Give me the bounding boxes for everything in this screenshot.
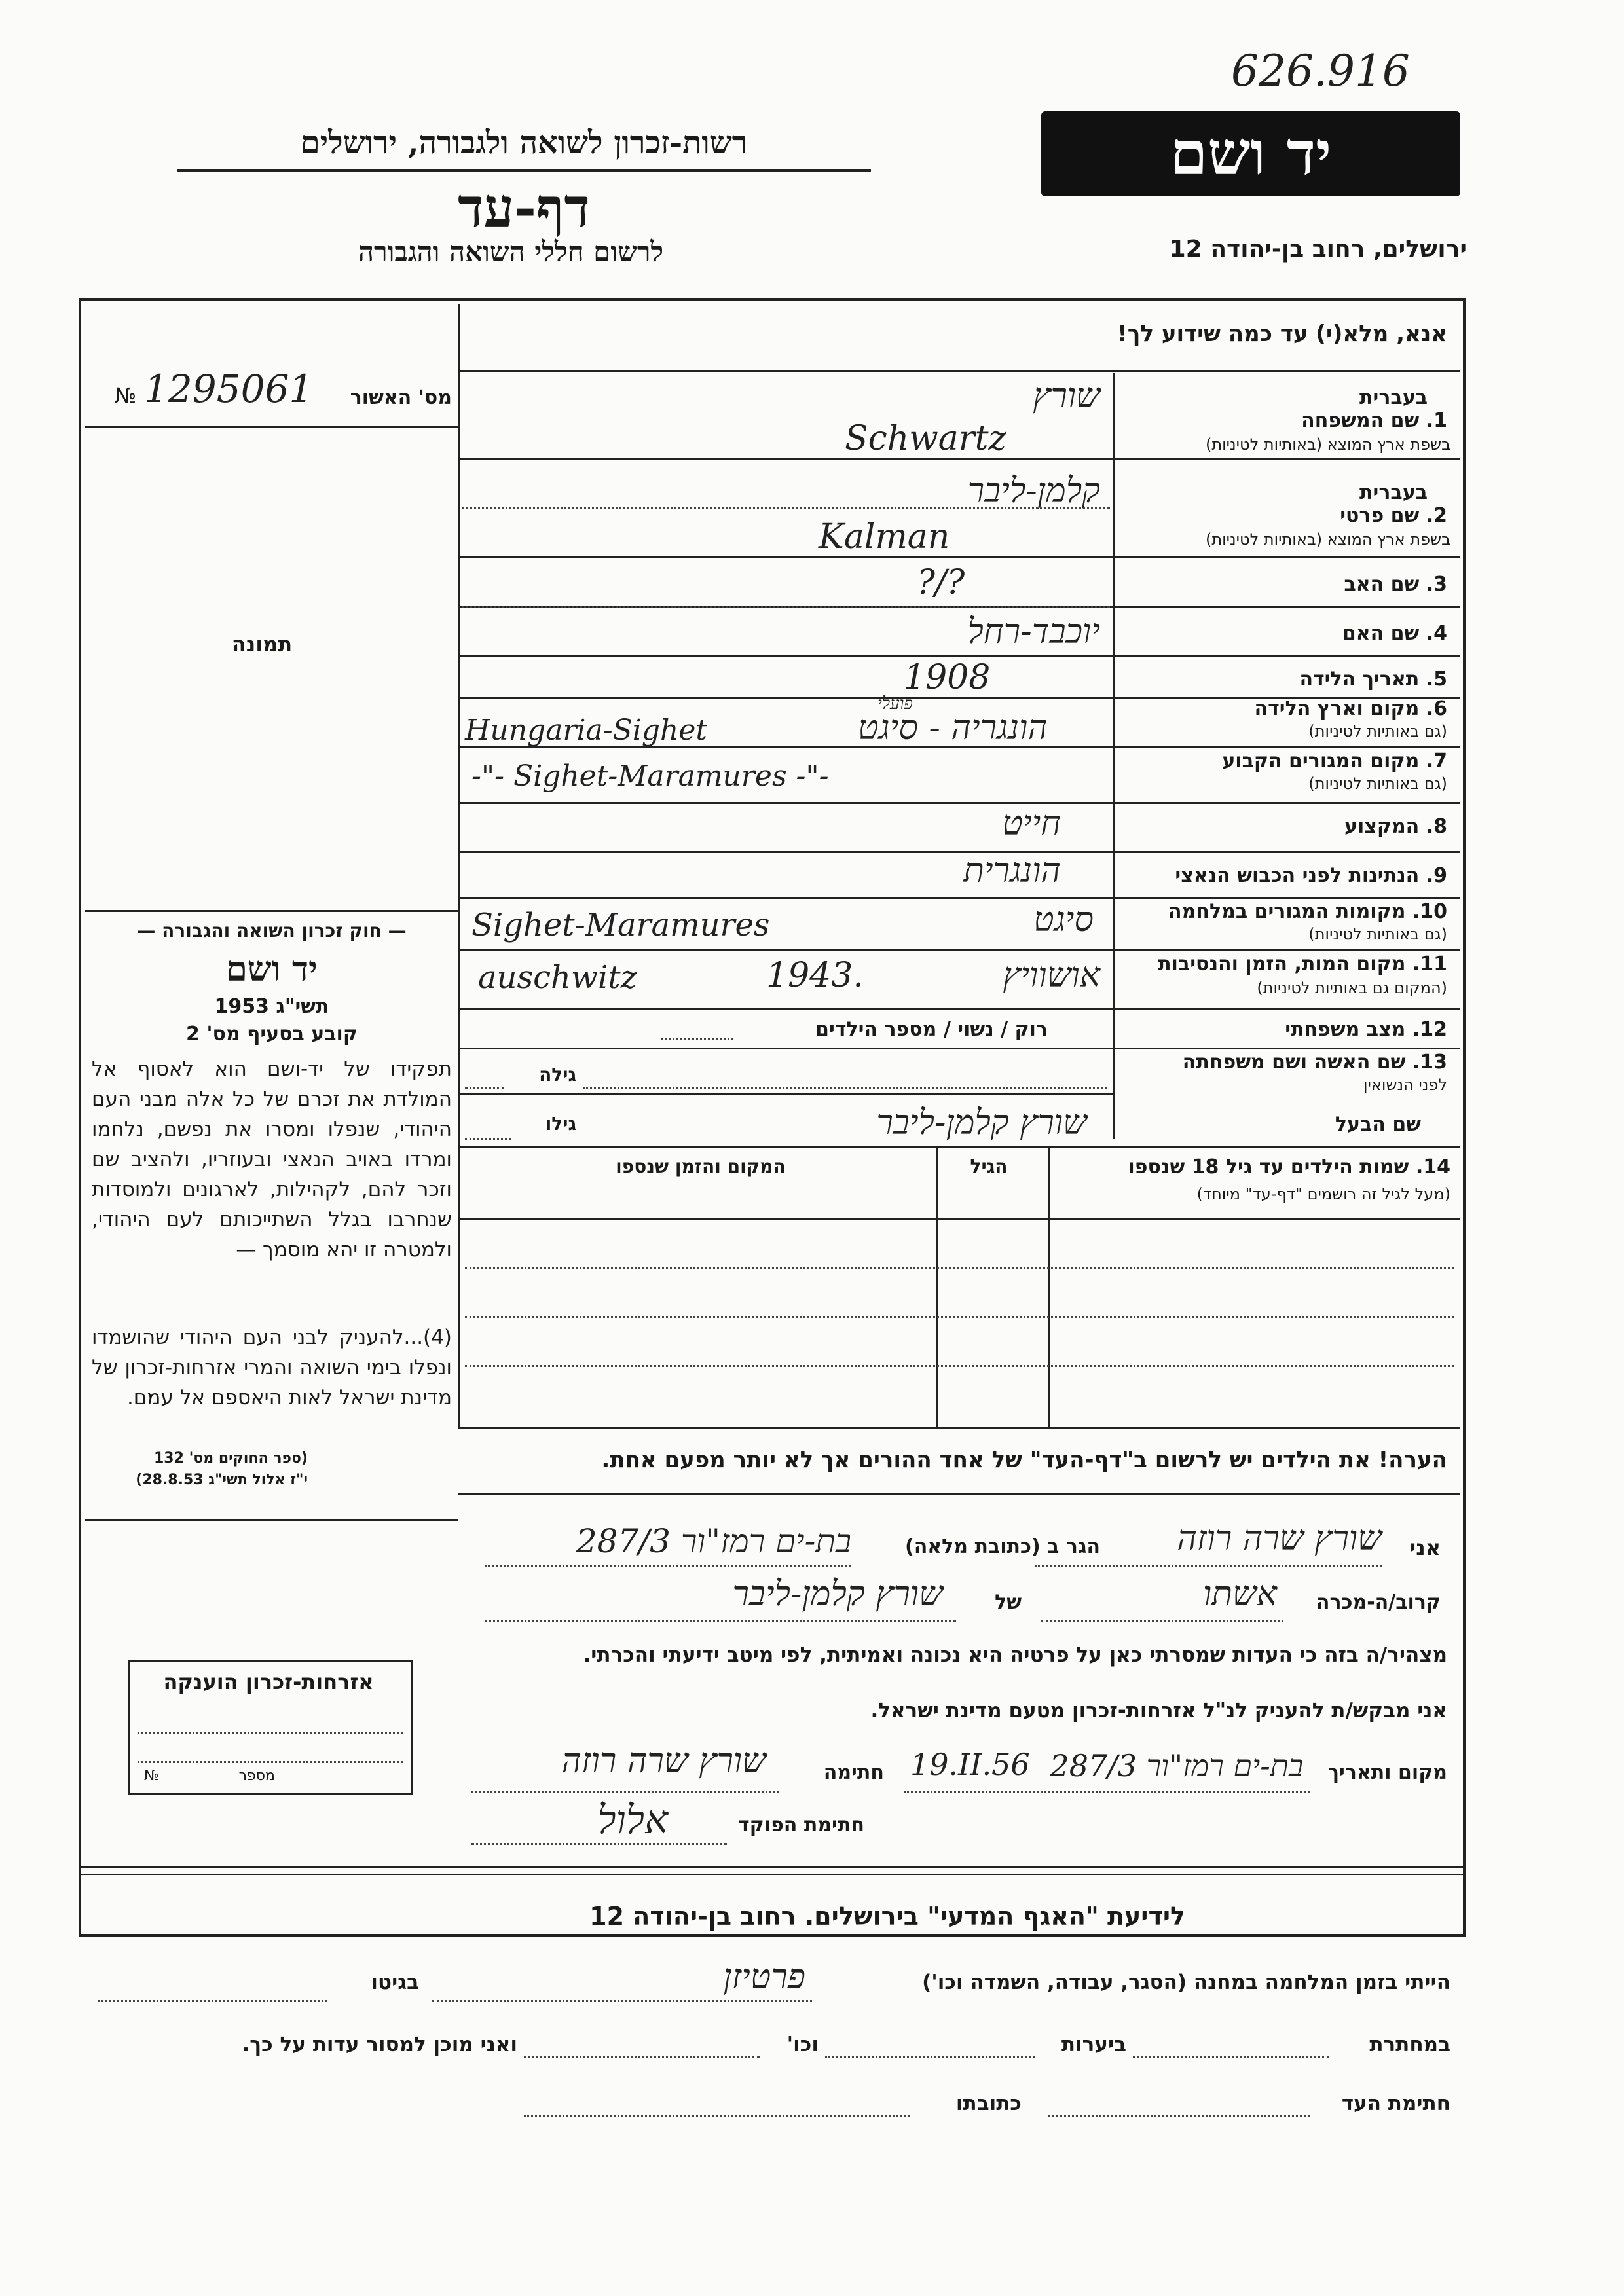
- footer-camp-label: הייתי בזמן המלחמה במחנה (הסגר, עבודה, השמדה וכו'): [922, 1971, 1450, 1994]
- field-7-hint: (גם באותיות לטיניות): [1308, 774, 1447, 793]
- field-13-age-dots: [465, 1087, 504, 1089]
- field-2-hebrew-value[interactable]: קלמן-ליבר: [967, 471, 1100, 511]
- footer-divider-bottom: [79, 1874, 1463, 1875]
- relation-label: קרוב/ה-מכרה: [1316, 1591, 1441, 1614]
- field-7-label: 7. מקום המגורים הקבוע: [1222, 750, 1447, 773]
- field-3-label: 3. שם האב: [1344, 573, 1447, 596]
- approval-label: מס' האשור: [350, 386, 452, 409]
- place-date-value[interactable]: בת-ים רמז"ור 287/3: [1050, 1748, 1303, 1783]
- field-6-label: 6. מקום וארץ הלידה: [1254, 697, 1447, 720]
- row-divider-16: [458, 1427, 1460, 1429]
- field-3-value[interactable]: ?/?: [917, 563, 965, 602]
- husband-age-dots: [465, 1138, 511, 1140]
- field-13-hint: לפני הנשואין: [1363, 1076, 1447, 1094]
- declarant-address[interactable]: בת-ים רמז"ור 287/3: [576, 1522, 851, 1560]
- footer-witness-signature-dots: [1048, 2115, 1310, 2117]
- field-6-hint: (גם באותיות לטיניות): [1308, 722, 1447, 740]
- children-age-header: הגיל: [970, 1156, 1008, 1177]
- declarant-name-dots: [1035, 1565, 1382, 1567]
- field-10-hebrew-value[interactable]: סיגט: [1033, 900, 1094, 939]
- field-1-latin-hint: בשפת ארץ המוצא (באותיות לטיניות): [1206, 435, 1450, 454]
- footer-camp-dots: [432, 2000, 812, 2002]
- relation-value[interactable]: אשתו: [1202, 1575, 1277, 1614]
- approval-number[interactable]: 1295061: [144, 367, 314, 411]
- signature-label: חתימה: [823, 1761, 884, 1784]
- law-year: תשי"ג 1953: [214, 995, 329, 1018]
- footer-forests-dots: [825, 2056, 1035, 2058]
- children-row-3: [465, 1365, 1454, 1367]
- field-10-label: 10. מקומות המגורים במלחמה: [1168, 900, 1447, 923]
- footer-ready-text: ואני מוכן למסור עדות על כך.: [242, 2033, 517, 2056]
- declarant-name[interactable]: שורץ שרה רוזה: [1177, 1519, 1382, 1558]
- field-10-hint: (גם באותיות לטיניות): [1308, 925, 1447, 943]
- field-10-latin-value[interactable]: Sighet-Maramures: [471, 907, 770, 943]
- citizenship-box-title: אזרחות-זכרון הוענקה: [163, 1669, 374, 1694]
- footer-ghetto-dots: [98, 2000, 327, 2002]
- footer-witness-signature-label: חתימת העד: [1341, 2092, 1450, 2115]
- children-place-header: המקום והזמן שנספו: [616, 1156, 786, 1177]
- logo-block: [1041, 111, 1460, 196]
- citizenship-box-dots-1: [138, 1732, 403, 1734]
- note-divider: [458, 1493, 1460, 1495]
- field-1-hebrew-value[interactable]: שורץ: [1033, 376, 1100, 416]
- field-4-value[interactable]: יוכבד-רחל: [967, 612, 1100, 651]
- law-source-date: י"ז אלול תשי"ג 28.8.53): [136, 1472, 308, 1488]
- field-13-age-label: גילה: [539, 1064, 576, 1085]
- intro-text: אנא, מלא(י) עד כמה שידוע לך!: [1117, 321, 1447, 347]
- law-text: תפקידו של יד-ושם הוא לאסוף אל המולדת את זכרם של כל אלה מבני העם היהודי, שנפלו ומסרו את נפשם, נלחמו ומרדו באויב הנאצי ובעוזריו, ולהציב שם וזכר להם, לקהילות, לארגונים ולמוסדות שנחרבו בגלל השתייכותם לעם היהודי, ולמטרה זו יהא מוסמך —: [92, 1057, 452, 1262]
- husband-label: שם הבעל: [1335, 1113, 1421, 1136]
- row-divider-13: [458, 1093, 1113, 1095]
- law-name: יד ושם: [226, 949, 318, 989]
- signature-value[interactable]: שורץ שרה רוזה: [561, 1741, 766, 1781]
- field-2-latin-dots: [462, 606, 1110, 608]
- row-divider-15: [458, 1218, 1460, 1220]
- row-divider-14: [458, 1146, 1460, 1148]
- field-11-hint: (המקום גם באותיות לטיניות): [1257, 979, 1447, 997]
- children-row-2: [465, 1316, 1454, 1318]
- field-4-label: 4. שם האם: [1342, 622, 1447, 645]
- field-7-value[interactable]: -"- Sighet-Maramures -"-: [471, 759, 829, 793]
- field-2-hebrew-tag: בעברית: [1359, 481, 1428, 504]
- date-value[interactable]: 19.II.56: [910, 1747, 1030, 1782]
- signature-dots: [471, 1791, 779, 1793]
- footer-underground-dots: [1133, 2056, 1329, 2058]
- relation-dots: [1041, 1620, 1283, 1622]
- husband-value[interactable]: שורץ קלמן-ליבר: [876, 1103, 1087, 1142]
- label-column-divider: [1113, 373, 1115, 1139]
- row-divider-12: [458, 1048, 1460, 1049]
- footer-etc-dots: [524, 2056, 760, 2058]
- field-11-label: 11. מקום המות, הזמן והנסיבות: [1158, 953, 1447, 975]
- law-title: — חוק זכרון השואה והגבורה —: [137, 920, 407, 941]
- row-divider-4: [458, 655, 1460, 657]
- footer-underground-label: במחתרת: [1369, 2033, 1450, 2056]
- declarant-i-label: אני: [1409, 1535, 1441, 1560]
- left-column-divider: [458, 304, 460, 1427]
- official-label: חתימת הפוקד: [738, 1813, 864, 1836]
- row-divider-1: [458, 458, 1460, 460]
- field-1-latin-value[interactable]: Schwartz: [845, 419, 1006, 458]
- place-date-dots: [904, 1791, 1310, 1793]
- declaration-text: מצהיר/ה בזה כי העדות שמסרתי כאן על פרטיה היא נכונה ואמיתית, לפי מיטב ידיעתי והכרתי.: [583, 1643, 1447, 1667]
- footer-ghetto-label: בגיטו: [371, 1971, 419, 1994]
- footer-camp-value[interactable]: פרטיזן: [723, 1958, 805, 1997]
- footer-address-dots: [524, 2115, 910, 2117]
- children-col-divider-2: [1048, 1146, 1050, 1427]
- field-8-value[interactable]: חייט: [1002, 804, 1061, 843]
- request-text: אני מבקש/ת להעניק לנ"ל אזרחות-זכרון מטעם מדינת ישראל.: [870, 1699, 1447, 1722]
- note-text: הערה! את הילדים יש לרשום ב"דף-העד" של אחד ההורים אך לא יותר מפעם אחת.: [601, 1447, 1447, 1473]
- intro-divider: [458, 370, 1460, 372]
- logo-text: יד ושם: [1170, 118, 1332, 189]
- law-bottom-divider: [85, 1519, 458, 1521]
- field-9-label: 9. הנתינות לפני הכבוש הנאצי: [1175, 864, 1447, 887]
- field-2-latin-value[interactable]: Kalman: [819, 517, 950, 556]
- field-12-label: 12. מצב משפחתי: [1285, 1018, 1447, 1041]
- field-12-options: רוק / נשוי / מספר הילדים: [815, 1018, 1048, 1041]
- of-label: של: [995, 1591, 1022, 1614]
- row-divider-11: [458, 1008, 1460, 1010]
- approval-divider: [85, 426, 458, 428]
- law-source: (ספר החוקים מס' 132: [153, 1450, 308, 1467]
- footer-etc-label: וכו': [786, 2033, 819, 2056]
- authority-name: רשות-זכרון לשואה ולגבורה, ירושלים: [300, 124, 748, 161]
- field-1-label: 1. שם המשפחה: [1301, 409, 1447, 432]
- approval-prefix: №: [115, 383, 137, 408]
- header-address: ירושלים, רחוב בן-יהודה 12: [1169, 236, 1467, 263]
- official-dots: [471, 1843, 727, 1845]
- field-2-label: 2. שם פרטי: [1340, 504, 1447, 527]
- field-11-hebrew-value[interactable]: אושוויץ: [1003, 956, 1100, 995]
- photo-divider: [85, 910, 458, 912]
- field-8-label: 8. המקצוע: [1344, 815, 1447, 838]
- form-title: דף-עד: [458, 177, 590, 240]
- footer-to: לידיעת "האגף המדעי" בירושלים. רחוב בן-יהודה 12: [589, 1902, 1185, 1931]
- children-row-1: [465, 1267, 1454, 1269]
- husband-age-label: גילו: [545, 1113, 576, 1135]
- field-14-label: 14. שמות הילדים עד גיל 18 שנספו: [1128, 1156, 1450, 1178]
- place-date-label: מקום ותאריך: [1327, 1761, 1447, 1784]
- footer-address-label: כתובתו: [955, 2092, 1022, 2115]
- field-9-value[interactable]: הונגרית: [963, 851, 1061, 890]
- field-1-hebrew-tag: בעברית: [1359, 386, 1428, 409]
- field-11-year-value[interactable]: 1943.: [766, 956, 864, 995]
- citizenship-box-number-prefix: №: [144, 1768, 159, 1784]
- row-divider-2: [458, 556, 1460, 558]
- field-13-label: 13. שם האשה ושם משפחתה: [1182, 1051, 1447, 1074]
- field-6-latin-value[interactable]: Hungaria-Sighet: [465, 714, 708, 747]
- form-subtitle: לרשום חללי השואה והגבורה: [358, 236, 664, 268]
- citizenship-box-number-label: מספר: [238, 1768, 275, 1784]
- field-14-hint: (מעל לגיל זה רושמים "דף-עד" מיוחד): [1196, 1185, 1450, 1203]
- field-5-label: 5. תאריך הלידה: [1299, 668, 1447, 691]
- field-11-latin-value[interactable]: auschwitz: [478, 959, 637, 996]
- row-divider-10: [458, 949, 1460, 951]
- law-clause: קובע בסעיף מס' 2: [186, 1023, 358, 1046]
- declarant-address-label: הגר ב (כתובת מלאה): [904, 1535, 1100, 1558]
- of-value[interactable]: שורץ קלמן-ליבר: [732, 1575, 943, 1614]
- field-13-name-dots: [583, 1087, 1107, 1089]
- citizenship-box-dots-2: [138, 1761, 403, 1763]
- children-col-divider-1: [936, 1146, 938, 1427]
- of-dots: [485, 1620, 956, 1622]
- field-6-note: פועלי: [877, 694, 913, 714]
- field-5-value[interactable]: 1908: [904, 658, 991, 697]
- header-underline: [177, 169, 871, 172]
- footer-divider-top: [79, 1866, 1463, 1868]
- field-2-latin-hint: בשפת ארץ המוצא (באותיות לטיניות): [1206, 530, 1450, 549]
- row-divider-9: [458, 897, 1460, 899]
- field-12-children-dots: [661, 1038, 733, 1040]
- photo-label: תמונה: [231, 632, 293, 657]
- declarant-address-dots: [485, 1565, 851, 1567]
- law-item-4: (4)...להעניק לבני העם היהודי שהושמדו ונפלו בימי השואה והמרי אזרחות-זכרון של מדינת ישראל לאות היאספם אל עמם.: [92, 1326, 452, 1410]
- field-6-hebrew-value[interactable]: הונגריה - סיגט: [858, 708, 1048, 748]
- archive-number: 626.916: [1231, 46, 1410, 96]
- footer-forests-label: ביערות: [1061, 2033, 1126, 2056]
- official-signature[interactable]: אלול: [597, 1797, 668, 1843]
